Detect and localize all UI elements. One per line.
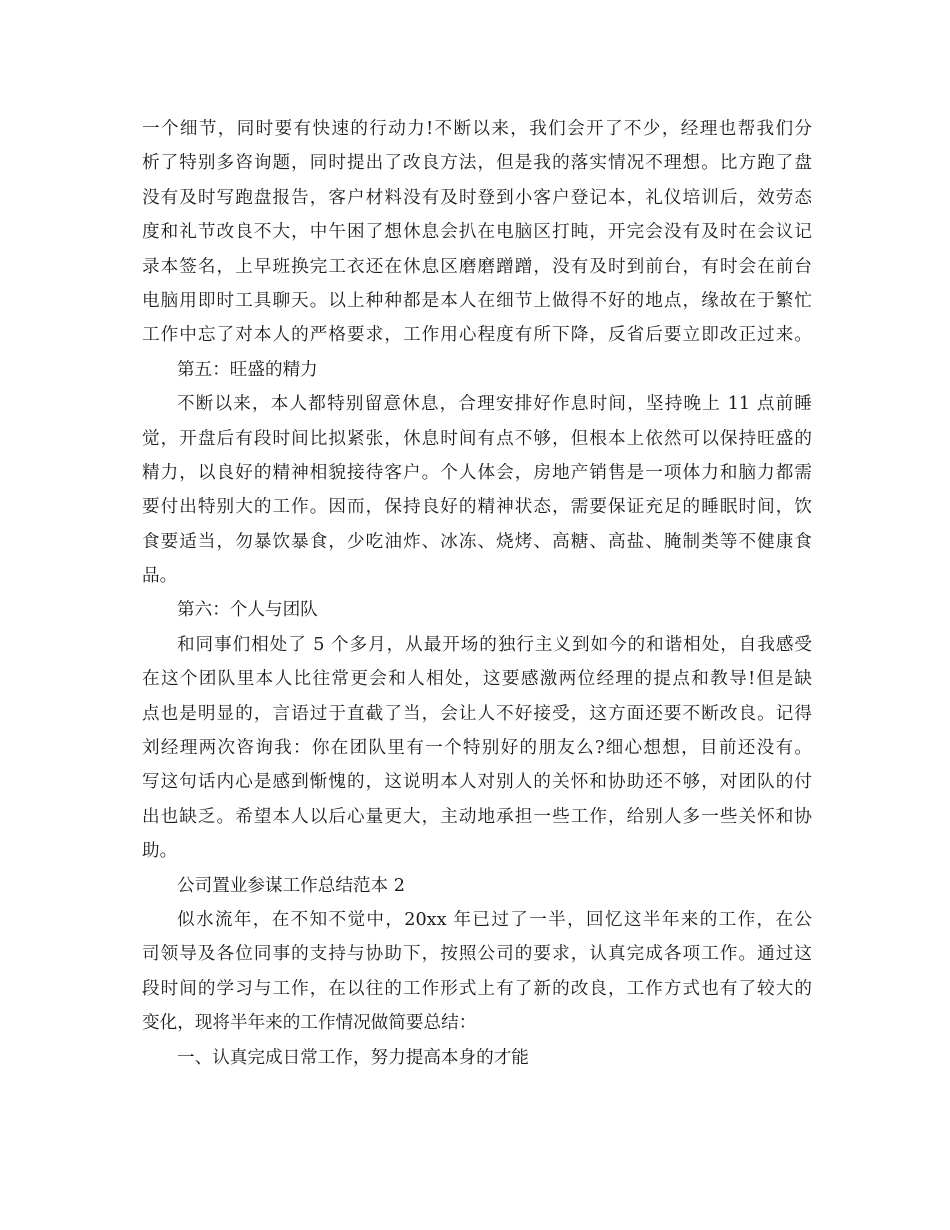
text-line: 一个细节，同时要有快速的行动力!不断以来，我们会开了不少，经理也帮我们分 bbox=[142, 119, 812, 139]
text-line: 在这个团队里本人比往常更会和人相处，这要感激两位经理的提点和教导!但是缺 bbox=[142, 669, 812, 690]
text-line: 出也缺乏。希望本人以后心量更大，主动地承担一些工作，给别人多一些关怀和协 bbox=[142, 806, 812, 827]
text-line: 工作中忘了对本人的严格要求，工作用心程度有所下降，反省后要立即改正过来。 bbox=[142, 325, 812, 346]
text-line: 似水流年，在不知不觉中，20xx 年已过了一半，回忆这半年来的工作，在公 bbox=[177, 909, 812, 930]
section-heading: 第五：旺盛的精力 bbox=[177, 359, 318, 380]
text-line: 写这句话内心是感到惭愧的，这说明本人对别人的关怀和协助还不够，对团队的付 bbox=[142, 772, 812, 793]
text-line: 变化，现将半年来的工作情况做简要总结： bbox=[142, 1013, 477, 1034]
text-line: 不断以来，本人都特别留意休息，合理安排好作息时间，坚持晚上 11 点前睡 bbox=[177, 394, 812, 415]
text-line: 析了特别多咨询题，同时提出了改良方法，但是我的落实情况不理想。比方跑了盘 bbox=[142, 153, 812, 174]
text-line: 刘经理两次咨询我：你在团队里有一个特别好的朋友么?细心想想，目前还没有。 bbox=[142, 738, 812, 759]
text-line: 和同事们相处了 5 个多月，从最开场的独行主义到如今的和谐相处，自我感受 bbox=[177, 634, 812, 655]
text-line: 司领导及各位同事的支持与协助下，按照公司的要求，认真完成各项工作。通过这 bbox=[142, 944, 812, 965]
text-line: 食要适当，勿暴饮暴食，少吃油炸、冰冻、烧烤、高糖、高盐、腌制类等不健康食 bbox=[142, 531, 812, 552]
section-heading: 第六：个人与团队 bbox=[177, 600, 318, 621]
text-line: 精力，以良好的精神相貌接待客户。个人体会，房地产销售是一项体力和脑力都需 bbox=[142, 462, 812, 483]
text-line: 助。 bbox=[142, 841, 178, 862]
text-line: 要付出特别大的工作。因而，保持良好的精神状态，需要保证充足的睡眠时间，饮 bbox=[142, 497, 812, 518]
text-line: 没有及时写跑盘报告，客户材料没有及时登到小客户登记本，礼仪培训后，效劳态 bbox=[142, 187, 812, 208]
document-subtitle: 公司置业参谋工作总结范本 2 bbox=[177, 875, 405, 896]
text-line: 觉，开盘后有段时间比拟紧张，休息时间有点不够，但根本上依然可以保持旺盛的 bbox=[142, 428, 812, 449]
text-line: 点也是明显的，言语过于直截了当，会让人不好接受，这方面还要不断改良。记得 bbox=[142, 703, 812, 724]
text-line: 电脑用即时工具聊天。以上种种都是本人在细节上做得不好的地点，缘故在于繁忙 bbox=[142, 290, 812, 311]
text-line: 段时间的学习与工作，在以往的工作形式上有了新的改良，工作方式也有了较大的 bbox=[142, 978, 812, 999]
text-line: 度和礼节改良不大，中午困了想休息会扒在电脑区打盹，开完会没有及时在会议记 bbox=[142, 222, 812, 243]
document-body bbox=[142, 112, 812, 1075]
text-line: 品。 bbox=[142, 566, 178, 587]
text-line: 录本签名，上早班换完工衣还在休息区磨磨蹭蹭，没有及时到前台，有时会在前台 bbox=[142, 256, 812, 277]
section-heading: 一、认真完成日常工作，努力提高本身的才能 bbox=[177, 1047, 529, 1068]
